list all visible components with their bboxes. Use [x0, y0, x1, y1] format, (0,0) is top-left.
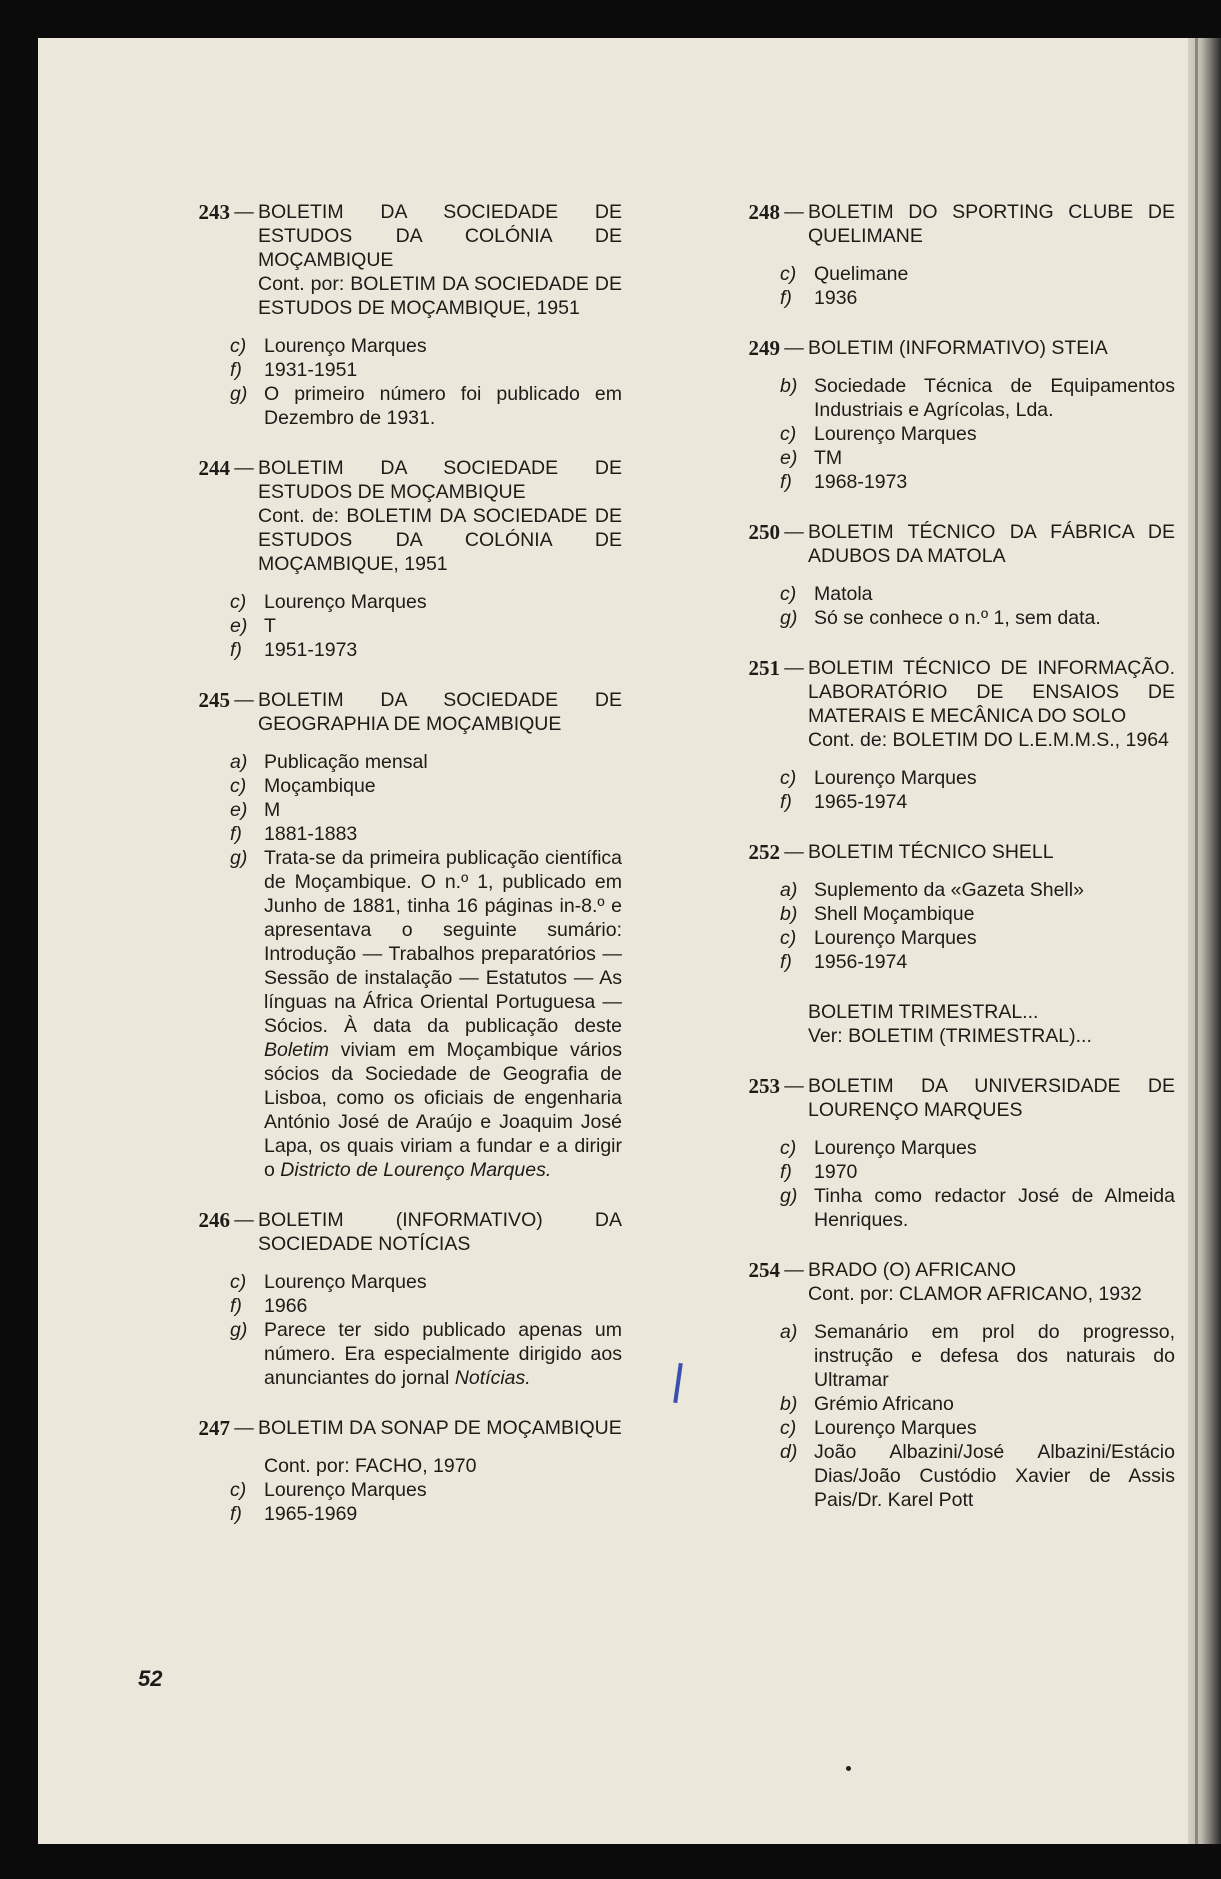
field-label: b): [780, 375, 798, 397]
field-label: c): [230, 1479, 247, 1501]
entry-fields: [700, 262, 1175, 310]
entry-number: 244: [198, 456, 230, 480]
field-label: c): [780, 1137, 797, 1159]
entry-fields: [150, 334, 622, 430]
entry-title: BOLETIM TÉCNICO DA FÁBRICA DE ADUBOS DA MATOLA: [808, 521, 1175, 567]
cross-reference-line: Ver: BOLETIM (TRIMESTRAL)...: [808, 1025, 1092, 1047]
entry-field: [700, 1136, 1175, 1160]
entry-field: [150, 638, 622, 662]
entry-dash: —: [234, 1417, 254, 1439]
entry-field: [700, 1416, 1175, 1440]
field-text: 1951-1973: [264, 639, 358, 661]
field-value: [264, 638, 622, 662]
field-value: [814, 926, 1175, 950]
entry-fields: [700, 1320, 1175, 1512]
field-text: Quelimane: [814, 263, 909, 285]
entry-heading: [700, 840, 1175, 864]
field-value: [264, 774, 622, 798]
field-label: [230, 1454, 264, 1478]
entry-continuation: Cont. de: BOLETIM DO L.E.M.M.S., 1964: [808, 729, 1169, 751]
field-text: Lourenço Marques: [814, 767, 977, 789]
entry-field: [700, 878, 1175, 902]
field-value: [264, 846, 622, 1182]
field-label: c): [780, 767, 797, 789]
field-value: [264, 358, 622, 382]
field-text: 1936: [814, 287, 858, 309]
catalog-entry: [150, 1416, 622, 1526]
field-text: Cont. por: FACHO, 1970: [264, 1455, 477, 1477]
field-label: c): [780, 263, 797, 285]
field-value: [814, 286, 1175, 310]
catalog-entry: [700, 520, 1175, 630]
entry-dash: —: [784, 841, 804, 863]
entry-field: [700, 582, 1175, 606]
entry-field: [150, 1294, 622, 1318]
entry-title: BOLETIM DA SOCIEDADE DE ESTUDOS DA COLÓNIA DE MOÇAMBIQUE: [258, 201, 622, 271]
field-text: Lourenço Marques: [814, 1417, 977, 1439]
field-text: João Albazini/José Albazini/Estácio Dias/João Custódio Xavier de Assis Pais/Dr. Karel Pott: [814, 1441, 1175, 1511]
field-value: [814, 878, 1175, 902]
field-label: c): [230, 1271, 247, 1293]
entry-fields: [150, 1454, 622, 1526]
field-value: [264, 750, 622, 774]
field-text: Parece ter sido publicado apenas um número. Era especialmente dirigido aos anunciantes do jornal: [264, 1319, 622, 1389]
field-value: [814, 582, 1175, 606]
field-value: [814, 1320, 1175, 1392]
entry-fields: [700, 582, 1175, 630]
entry-field: [150, 358, 622, 382]
field-text: Lourenço Marques: [264, 335, 427, 357]
field-text: Trata-se da primeira publicação científica de Moçambique. O n.º 1, publicado em Junho de 1881, tinha 16 páginas in-8.º e apresentava o seguinte sumário: Introdução — Trabalhos preparatórios — Sessão de instalação — Estatutos — As línguas na África Oriental Portuguesa — Sócios. À data da publicação deste: [264, 847, 622, 1037]
entry-field: [700, 1320, 1175, 1392]
field-value: [814, 902, 1175, 926]
field-value: [264, 1454, 622, 1478]
field-value: [264, 1478, 622, 1502]
field-label: a): [780, 1321, 798, 1343]
field-label: c): [780, 423, 797, 445]
field-value: [814, 422, 1175, 446]
entry-field: [150, 1270, 622, 1294]
entry-number: 247: [198, 1416, 230, 1440]
catalog-entry: [700, 200, 1175, 310]
field-label: g): [230, 383, 248, 405]
field-text: 1966: [264, 1295, 308, 1317]
field-text: 1970: [814, 1161, 858, 1183]
field-italic-text: Districto de Lourenço Marques.: [280, 1159, 552, 1181]
entry-field: [150, 750, 622, 774]
field-label: a): [230, 751, 248, 773]
entry-title: BOLETIM DA SOCIEDADE DE GEOGRAPHIA DE MOÇAMBIQUE: [258, 689, 622, 735]
entry-title: BOLETIM DA SONAP DE MOÇAMBIQUE: [258, 1417, 622, 1439]
entry-heading: [150, 200, 622, 272]
field-text: Lourenço Marques: [264, 1479, 427, 1501]
entry-dash: —: [784, 337, 804, 359]
entry-continuation: Cont. por: BOLETIM DA SOCIEDADE DE ESTUDOS DE MOÇAMBIQUE, 1951: [258, 273, 622, 319]
entry-field: [700, 1184, 1175, 1232]
entry-heading: [150, 456, 622, 504]
catalog-entry: [150, 456, 622, 662]
entry-dash: —: [234, 1209, 254, 1231]
field-text-after: viviam em Moçambique vários sócios da Sociedade de Geografia de Lisboa, como os oficiais de engenharia António José de Araújo e Joaquim José Lapa, os quais viriam a fundar e a dirigir o: [264, 1039, 622, 1181]
entry-dash: —: [784, 657, 804, 679]
field-text: 1968-1973: [814, 471, 908, 493]
entry-field: [700, 790, 1175, 814]
field-label: e): [230, 799, 248, 821]
field-text: T: [264, 615, 276, 637]
field-label: f): [230, 823, 242, 845]
entry-fields: [700, 878, 1175, 974]
entry-field: [700, 926, 1175, 950]
field-label: g): [780, 607, 798, 629]
entry-field: [700, 606, 1175, 630]
field-text: Shell Moçambique: [814, 903, 975, 925]
catalog-entry: [700, 336, 1175, 494]
field-value: [814, 1184, 1175, 1232]
ink-dot: [846, 1766, 851, 1771]
entry-dash: —: [234, 457, 254, 479]
field-label: g): [780, 1185, 798, 1207]
field-text: Grémio Africano: [814, 1393, 954, 1415]
field-value: [814, 790, 1175, 814]
entry-title: BOLETIM DA SOCIEDADE DE ESTUDOS DE MOÇAMBIQUE: [258, 457, 622, 503]
catalog-entry: [700, 1074, 1175, 1232]
field-value: [814, 1136, 1175, 1160]
catalog-entry: [700, 656, 1175, 814]
field-label: c): [230, 775, 247, 797]
field-text: Lourenço Marques: [814, 927, 977, 949]
entry-title: BOLETIM DO SPORTING CLUBE DE QUELIMANE: [808, 201, 1175, 247]
entry-field: [150, 382, 622, 430]
entry-field: [700, 1440, 1175, 1512]
entry-heading: [700, 200, 1175, 248]
entry-field: [700, 950, 1175, 974]
entry-fields: [150, 750, 622, 1182]
field-value: [814, 766, 1175, 790]
field-text: Matola: [814, 583, 873, 605]
field-label: f): [780, 287, 792, 309]
field-value: [814, 1416, 1175, 1440]
entry-fields: [150, 590, 622, 662]
entry-heading: [150, 1416, 622, 1440]
entry-title: BOLETIM TÉCNICO SHELL: [808, 841, 1054, 863]
field-text: 1881-1883: [264, 823, 358, 845]
catalog-entry: [700, 840, 1175, 974]
entry-dash: —: [784, 201, 804, 223]
field-label: e): [780, 447, 798, 469]
field-value: [264, 590, 622, 614]
field-value: [264, 1502, 622, 1526]
field-value: [264, 334, 622, 358]
entry-field: [150, 774, 622, 798]
field-value: [814, 470, 1175, 494]
entry-heading: [700, 656, 1175, 728]
left-column: [150, 200, 622, 1552]
field-text: Tinha como redactor José de Almeida Henriques.: [814, 1185, 1175, 1231]
field-label: f): [230, 359, 242, 381]
entry-title: BOLETIM (INFORMATIVO) STEIA: [808, 337, 1108, 359]
page-number: 52: [138, 1666, 163, 1691]
entry-title: BRADO (O) AFRICANO: [808, 1259, 1017, 1281]
field-text: Lourenço Marques: [814, 1137, 977, 1159]
field-value: [264, 614, 622, 638]
page-edge-line: [1195, 38, 1198, 1844]
field-label: c): [780, 927, 797, 949]
field-value: [814, 1440, 1175, 1512]
entry-dash: —: [234, 201, 254, 223]
entry-dash: —: [784, 521, 804, 543]
field-label: c): [230, 335, 247, 357]
entry-number: 252: [748, 840, 780, 864]
field-label: e): [230, 615, 248, 637]
entry-field: [150, 614, 622, 638]
entry-continuation: Cont. por: CLAMOR AFRICANO, 1932: [808, 1283, 1142, 1305]
field-label: g): [230, 1319, 248, 1341]
entry-fields: [150, 1270, 622, 1390]
entry-field: [700, 1160, 1175, 1184]
entry-field: [150, 1318, 622, 1390]
field-italic-text: Notícias.: [454, 1367, 531, 1389]
entry-field: [150, 1478, 622, 1502]
entry-number: 251: [748, 656, 780, 680]
field-text: Só se conhece o n.º 1, sem data.: [814, 607, 1101, 629]
field-text: Lourenço Marques: [264, 1271, 427, 1293]
entry-field: [150, 822, 622, 846]
field-value: [264, 382, 622, 430]
entry-heading: [700, 336, 1175, 360]
entry-number: 245: [198, 688, 230, 712]
catalog-entry: [150, 200, 622, 430]
entry-field: [150, 334, 622, 358]
right-column: [700, 200, 1175, 1538]
cross-reference: [808, 1000, 1175, 1048]
catalog-entry: [700, 1258, 1175, 1512]
field-text: Semanário em prol do progresso, instrução e defesa dos naturais do Ultramar: [814, 1321, 1175, 1391]
field-label: c): [780, 1417, 797, 1439]
field-text: 1931-1951: [264, 359, 358, 381]
field-label: f): [780, 471, 792, 493]
entry-title: BOLETIM DA UNIVERSIDADE DE LOURENÇO MARQUES: [808, 1075, 1175, 1121]
entry-field: [700, 262, 1175, 286]
entry-number: 248: [748, 200, 780, 224]
entry-number: 243: [198, 200, 230, 224]
field-label: c): [780, 583, 797, 605]
field-text: Sociedade Técnica de Equipamentos Industriais e Agrícolas, Lda.: [814, 375, 1175, 421]
field-label: f): [230, 639, 242, 661]
entry-field: [150, 1454, 622, 1478]
field-text: Suplemento da «Gazeta Shell»: [814, 879, 1084, 901]
field-value: [264, 822, 622, 846]
field-value: [814, 446, 1175, 470]
field-label: g): [230, 847, 248, 869]
field-label: f): [230, 1503, 242, 1525]
entry-title: BOLETIM TÉCNICO DE INFORMAÇÃO. LABORATÓRIO DE ENSAIOS DE MATERAIS E MECÂNICA DO SOLO: [808, 657, 1175, 727]
entry-number: 254: [748, 1258, 780, 1282]
field-label: b): [780, 903, 798, 925]
entry-field: [150, 798, 622, 822]
field-label: f): [780, 1161, 792, 1183]
field-text: 1956-1974: [814, 951, 908, 973]
entry-heading: [700, 520, 1175, 568]
entry-field: [150, 846, 622, 1182]
field-text: Publicação mensal: [264, 751, 428, 773]
field-label: f): [230, 1295, 242, 1317]
field-value: [814, 1160, 1175, 1184]
field-value: [814, 374, 1175, 422]
field-text: 1965-1969: [264, 1503, 358, 1525]
field-value: [814, 1392, 1175, 1416]
entry-heading: [150, 1208, 622, 1256]
entry-dash: —: [234, 689, 254, 711]
entry-number: 249: [748, 336, 780, 360]
field-value: [814, 262, 1175, 286]
field-label: c): [230, 591, 247, 613]
entry-number: 250: [748, 520, 780, 544]
entry-field: [700, 766, 1175, 790]
entry-heading: [150, 688, 622, 736]
field-text: Lourenço Marques: [814, 423, 977, 445]
entry-field: [700, 374, 1175, 422]
entry-heading: [700, 1258, 1175, 1282]
entry-field: [150, 1502, 622, 1526]
field-value: [264, 1318, 622, 1390]
entry-fields: [700, 766, 1175, 814]
field-text: Moçambique: [264, 775, 376, 797]
entry-field: [700, 422, 1175, 446]
entry-title: BOLETIM (INFORMATIVO) DA SOCIEDADE NOTÍCIAS: [258, 1209, 622, 1255]
entry-dash: —: [784, 1259, 804, 1281]
entry-field: [700, 470, 1175, 494]
field-text: O primeiro número foi publicado em Dezembro de 1931.: [264, 383, 622, 429]
field-label: f): [780, 951, 792, 973]
field-label: b): [780, 1393, 798, 1415]
entry-dash: —: [784, 1075, 804, 1097]
field-label: a): [780, 879, 798, 901]
entry-field: [700, 1392, 1175, 1416]
page-edge-shadow: [1188, 38, 1221, 1844]
field-label: d): [780, 1441, 798, 1463]
entry-field: [700, 286, 1175, 310]
entry-field: [700, 446, 1175, 470]
field-value: [814, 950, 1175, 974]
entry-field: [700, 902, 1175, 926]
field-value: [264, 798, 622, 822]
entry-fields: [700, 374, 1175, 494]
cross-reference-line: BOLETIM TRIMESTRAL...: [808, 1001, 1039, 1023]
field-value: [264, 1294, 622, 1318]
entry-number: 246: [198, 1208, 230, 1232]
field-text: TM: [814, 447, 843, 469]
field-value: [814, 606, 1175, 630]
entry-continuation: Cont. de: BOLETIM DA SOCIEDADE DE ESTUDOS DA COLÓNIA DE MOÇAMBIQUE, 1951: [258, 505, 622, 575]
entry-fields: [700, 1136, 1175, 1232]
field-text: 1965-1974: [814, 791, 908, 813]
catalog-entry: [150, 1208, 622, 1390]
field-text: M: [264, 799, 281, 821]
field-italic-text: Boletim: [264, 1039, 330, 1061]
catalog-entry: [150, 688, 622, 1182]
entry-heading: [700, 1074, 1175, 1122]
field-text: Lourenço Marques: [264, 591, 427, 613]
field-value: [264, 1270, 622, 1294]
field-label: f): [780, 791, 792, 813]
entry-field: [150, 590, 622, 614]
entry-number: 253: [748, 1074, 780, 1098]
